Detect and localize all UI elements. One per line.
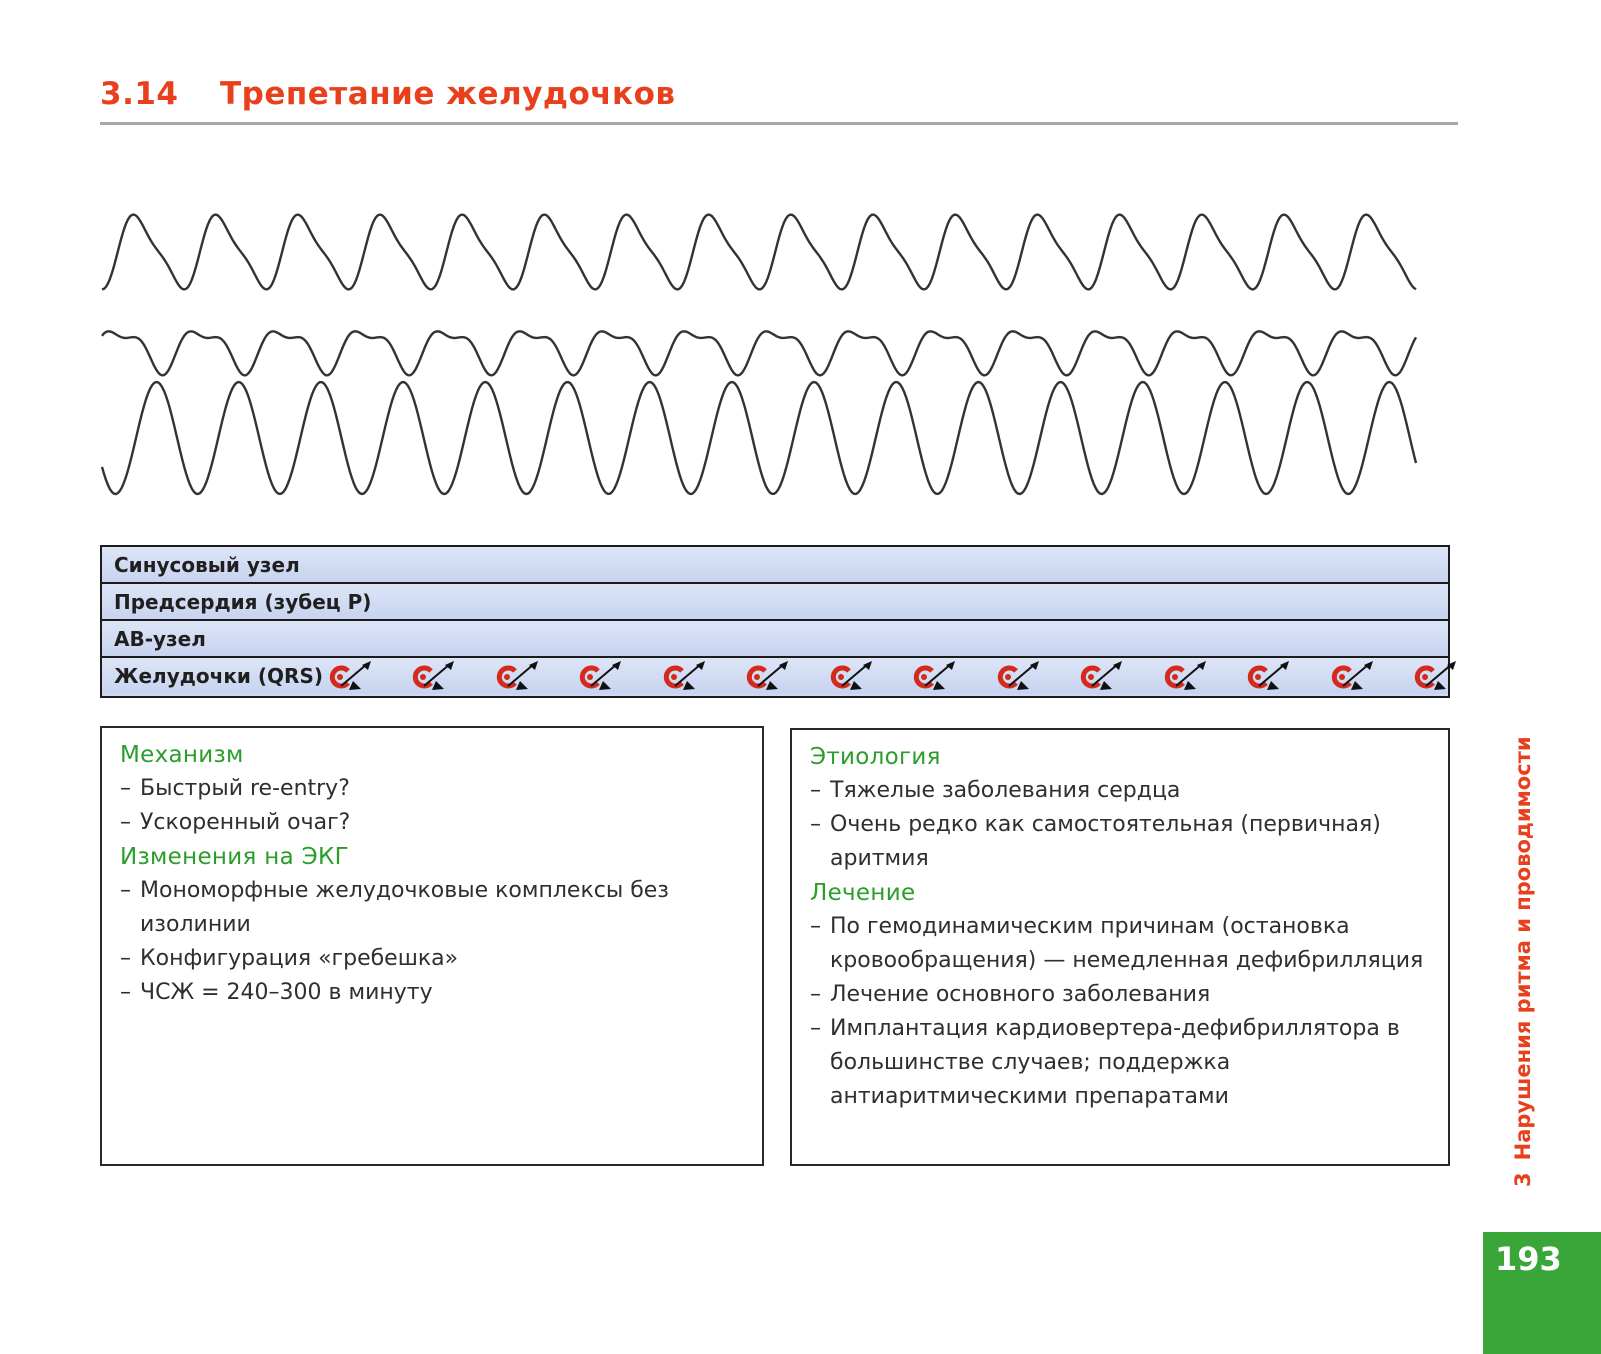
ladder-label: АВ-узел <box>114 626 206 651</box>
ecg-trace-2 <box>102 331 1416 375</box>
list-item: – Конфигурация «гребешка» <box>120 942 744 976</box>
list-item: – Очень редко как самостоятельная (первичная) аритмия <box>810 808 1430 876</box>
ecg-strip <box>100 200 1450 520</box>
reentry-circle-arrow-icon <box>494 659 544 693</box>
reentry-circle-arrow-icon <box>911 659 961 693</box>
reentry-circle-arrow-icon <box>327 659 377 693</box>
ladder-diagram <box>100 545 1450 698</box>
ladder-row-av-node <box>102 621 1448 658</box>
reentry-circle-arrow-icon <box>1162 659 1212 693</box>
reentry-circle-arrow-icon <box>828 659 878 693</box>
page-title <box>100 76 1458 112</box>
chapter-number: 3 <box>1511 1172 1535 1187</box>
etiology-panel <box>790 728 1450 1166</box>
ladder-row-ventricles <box>102 658 1448 694</box>
reentry-circle-arrow-icon <box>744 659 794 693</box>
reentry-circle-arrow-icon <box>1329 659 1379 693</box>
reentry-circle-arrow-icon <box>995 659 1045 693</box>
list-item: – Ускоренный очаг? <box>120 806 744 840</box>
ecg-trace-3 <box>102 382 1416 494</box>
etiology-heading: Этиология <box>810 744 941 770</box>
ladder-row-atria <box>102 584 1448 621</box>
ecg-changes-heading: Изменения на ЭКГ <box>120 844 349 870</box>
list-item: – Тяжелые заболевания сердца <box>810 774 1430 808</box>
list-item: – Имплантация кардиовертера-дефибриллятора в большинстве случаев; поддержка антиаритмическими препаратами <box>810 1012 1430 1114</box>
section-header <box>100 76 1458 112</box>
list-item: – Мономорфные желудочковые комплексы без изолинии <box>120 874 744 942</box>
chapter-label <box>1511 736 1535 1187</box>
mechanism-panel <box>100 726 764 1166</box>
treatment-heading: Лечение <box>810 880 916 906</box>
list-item: – ЧСЖ = 240–300 в минуту <box>120 976 744 1010</box>
ecg-changes-list <box>120 874 744 1010</box>
ladder-row-sinus-node <box>102 547 1448 584</box>
section-title: Трепетание желудочков <box>220 76 676 112</box>
reentry-circle-arrow-icon <box>410 659 460 693</box>
section-number: 3.14 <box>100 76 179 112</box>
reentry-markers <box>327 659 1447 693</box>
mechanism-heading: Механизм <box>120 742 244 768</box>
reentry-circle-arrow-icon <box>1412 659 1462 693</box>
reentry-circle-arrow-icon <box>1078 659 1128 693</box>
page-number: 193 <box>1495 1240 1562 1278</box>
page-number-tab <box>1483 1232 1601 1354</box>
ladder-label: Предсердия (зубец P) <box>114 589 372 614</box>
chapter-side-tab <box>1488 690 1534 1200</box>
mechanism-list <box>120 772 744 840</box>
list-item: – Лечение основного заболевания <box>810 978 1430 1012</box>
list-item: – Быстрый re-entry? <box>120 772 744 806</box>
reentry-circle-arrow-icon <box>577 659 627 693</box>
reentry-circle-arrow-icon <box>1245 659 1295 693</box>
reentry-circle-arrow-icon <box>661 659 711 693</box>
list-item: – По гемодинамическим причинам (остановка кровообращения) — немедленная дефибрилляция <box>810 910 1430 978</box>
ladder-label: Желудочки (QRS) <box>114 664 323 688</box>
header-divider <box>100 122 1458 125</box>
treatment-list <box>810 910 1430 1114</box>
ecg-trace-1 <box>102 215 1416 290</box>
chapter-title: Нарушения ритма и проводимости <box>1511 736 1535 1161</box>
etiology-list <box>810 774 1430 876</box>
ladder-label: Синусовый узел <box>114 552 300 577</box>
ecg-traces <box>100 200 1450 520</box>
